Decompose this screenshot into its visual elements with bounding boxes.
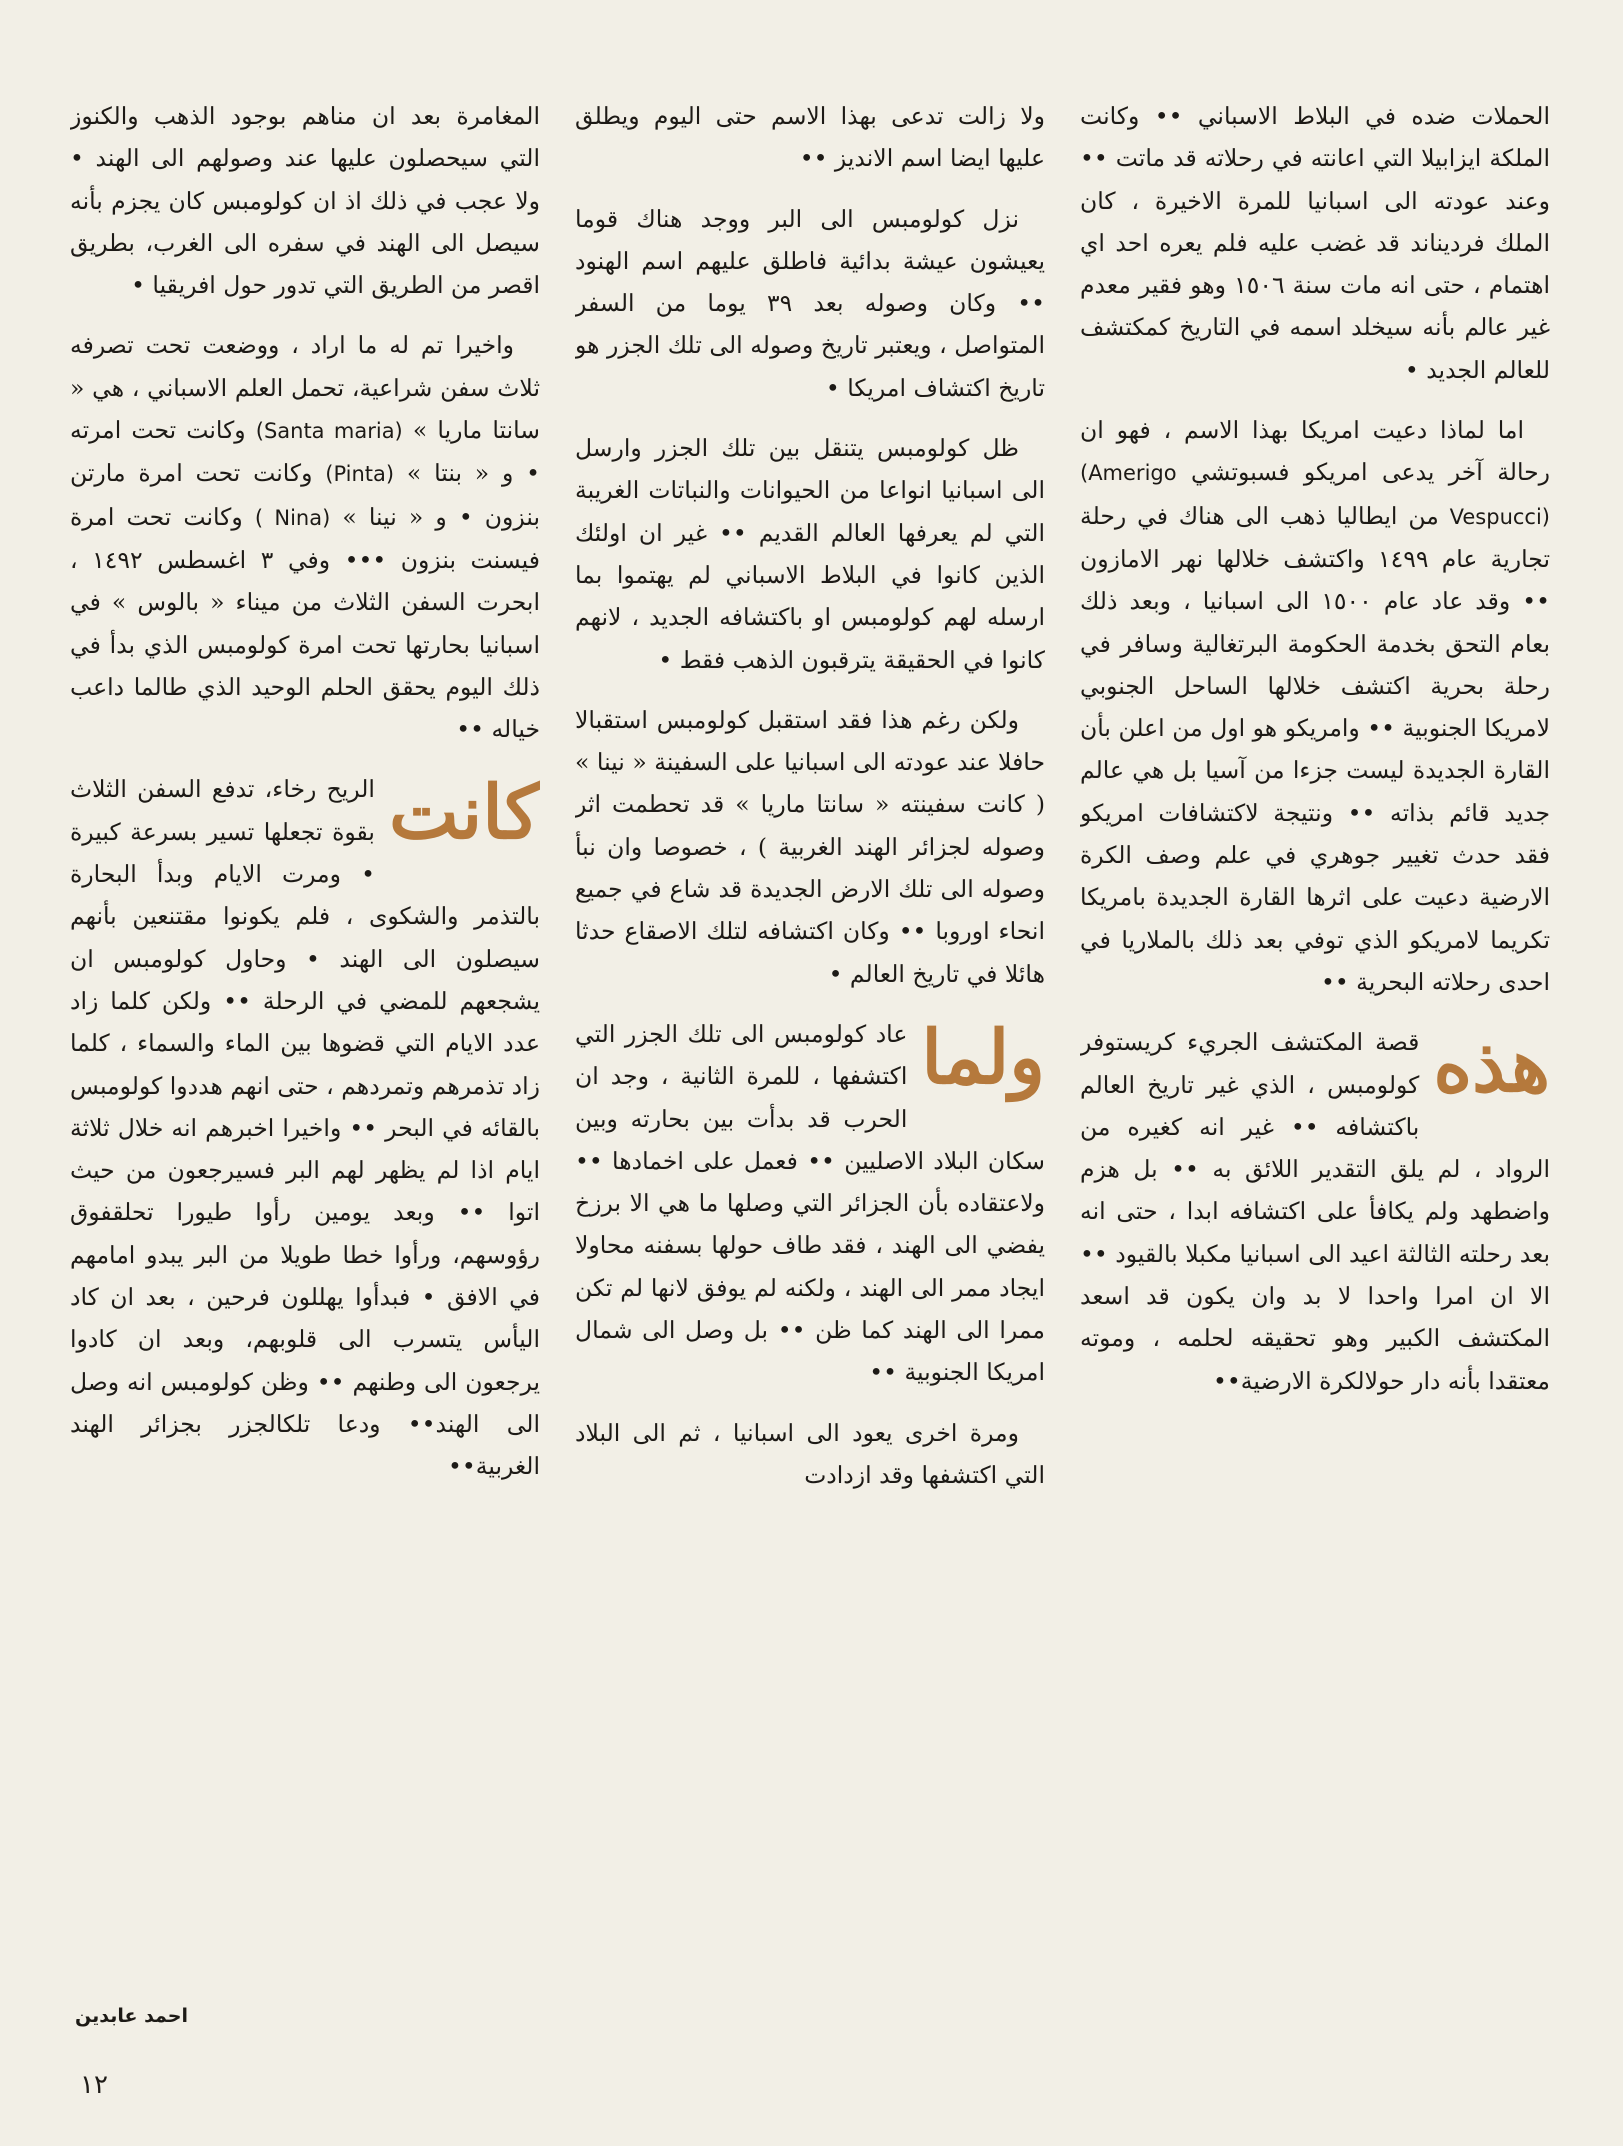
column-middle	[575, 95, 1045, 2025]
paragraph: هذه قصة المكتشف الجريء كريستوفر كولومبس ، الذي غير تاريخ العالم باكتشافه •• غير انه كغيره من الرواد ، لم يلق التقدير اللائق به •• بل هزم واضطهد ولم يكافأ على اكتشافه ابدا ، حتى انه بعد رحلته الثالثة اعيد الى اسبانيا مكبلا بالقيود •• الا ان امرا واحدا لا بد وان يكون قد اسعد المكتشف الكبير وهو تحقيقه لحلمه ، وموته معتقدا بأنه دار حولالكرة الارضية••	[1080, 1023, 1550, 1395]
page-number: ١٢	[80, 2070, 108, 2100]
latin-term: (Santa maria)	[255, 419, 403, 444]
paragraph: واخيرا تم له ما اراد ، ووضعت تحت تصرفه ثلاث سفن شراعية، تحمل العلم الاسباني ، هي « سانتا ماريا » (Santa maria) وكانت تحت امرته • و « بنتا » (Pinta) وكانت تحت امرة مارتن بنزون • و « نينا » ( Nina) وكانت تحت امرة فيسنت بنزون ••• وفي ٣ اغسطس ١٤٩٢ ، ابحرت السفن الثلاث من ميناء « بالوس » في اسبانيا بحارتها تحت امرة كولومبس الذي بدأ في ذلك اليوم يحقق الحلم الوحيد الذي طالما داعب خياله ••	[70, 331, 540, 744]
decorative-initial-word: كانت	[388, 770, 540, 857]
column-right	[70, 95, 540, 2025]
latin-term: (Pinta)	[325, 462, 395, 487]
author-name: احمد عابدين	[75, 2005, 188, 2027]
latin-term: ( Nina)	[254, 505, 331, 530]
paragraph: اما لماذا دعيت امريكا بهذا الاسم ، فهو ان رحالة آخر يدعى امريكو فسبوتشي (Amerigo Vespucci) من ايطاليا ذهب الى هناك في رحلة تجارية عام ١٤٩٩ واكتشف خلالها نهر الامازون •• وقد عاد عام ١٥٠٠ الى اسبانيا ، وبعد ذلك بعام التحق بخدمة الحكومة البرتغالية وسافر في رحلة بحرية اكتشف خلالها الساحل الجنوبي لامريكا الجنوبية •• وامريكو هو اول من اعلن بأن القارة الجديدة ليست جزءا من آسيا بل هي عالم جديد قائم بذاته •• ونتيجة لاكتشافات امريكو فقد حدث تغيير جوهري في علم وصف الكرة الارضية دعيت على اثرها القارة الجديدة بامريكا تكريما لامريكو الذي توفي بعد ذلك بالملاريا في احدى رحلاته البحرية ••	[1080, 416, 1550, 996]
latin-term: (Amerigo Vespucci)	[1080, 461, 1550, 529]
column-left	[1080, 95, 1550, 2025]
paragraph: ومرة اخرى يعود الى اسبانيا ، ثم الى البلاد التي اكتشفها وقد ازدادت	[575, 1418, 1045, 1489]
paragraph: كانت الريح رخاء، تدفع السفن الثلاث بقوة تجعلها تسير بسرعة كبيرة • ومرت الايام وبدأ البحارة بالتذمر والشكوى ، فلم يكونوا مقتنعين بأنهم سيصلون الى الهند • وحاول كولومبس ان يشجعهم للمضي في الرحلة •• ولكن كلما زاد عدد الايام التي قضوها بين الماء والسماء ، كلما زاد تذمرهم وتمردهم ، حتى انهم هددوا كولومبس بالقائه في البحر •• واخيرا اخبرهم انه خلال ثلاثة ايام اذا لم يظهر لهم البر فسيرجعون من حيث اتوا •• وبعد يومين رأوا طيورا تحلقفوق رؤوسهم، ورأوا خطا طويلا من البر يبدو امامهم في الافق • فبدأوا يهللون فرحين ، بعد ان كاد اليأس يتسرب الى قلوبهم، وبعد ان كادوا يرجعون الى وطنهم •• وظن كولومبس انه وصل الى الهند•• ودعا تلكالجزر بجزائر الهند الغربية••	[70, 770, 540, 1481]
paragraph: الحملات ضده في البلاط الاسباني •• وكانت الملكة ايزابيلا التي اعانته في رحلاته قد ماتت •• وعند عودته الى اسبانيا للمرة الاخيرة ، كان الملك فرديناند قد غضب عليه فلم يعره احد اي اهتمام ، حتى انه مات سنة ١٥٠٦ وهو فقير معدم غير عالم بأنه سيخلد اسمه في التاريخ كمكتشف للعالم الجديد •	[1080, 102, 1550, 384]
paragraph: ولما عاد كولومبس الى تلك الجزر التي اكتشفها ، للمرة الثانية ، وجد ان الحرب قد بدأت بين بحارته وبين سكان البلاد الاصليين •• فعمل على اخمادها •• ولاعتقاده بأن الجزائر التي وصلها ما هي الا برزخ يفضي الى الهند ، فقد طاف حولها بسفنه محاولا ايجاد ممر الى الهند ، ولكنه لم يوفق لانها لم تكن ممرا الى الهند كما ظن •• بل وصل الى شمال امريكا الجنوبية ••	[575, 1014, 1045, 1387]
article-body	[70, 95, 1550, 2025]
paragraph: ولا زالت تدعى بهذا الاسم حتى اليوم ويطلق عليها ايضا اسم الانديز ••	[575, 102, 1045, 173]
paragraph: ظل كولومبس يتنقل بين تلك الجزر وارسل الى اسبانيا انواعا من الحيوانات والنباتات الغريبة التي لم يعرفها العالم القديم •• غير ان اولئك الذين كانوا في البلاط الاسباني لم يهتموا بما ارسله لهم كولومبس او باكتشافه الجديد ، لانهم كانوا في الحقيقة يترقبون الذهب فقط •	[575, 434, 1045, 674]
paragraph: المغامرة بعد ان مناهم بوجود الذهب والكنوز التي سيحصلون عليها عند وصولهم الى الهند • ولا عجب في ذلك اذ ان كولومبس كان يجزم بأنه سيصل الى الهند في سفره الى الغرب، بطريق اقصر من الطريق التي تدور حول افريقيا •	[70, 102, 540, 300]
paragraph: ولكن رغم هذا فقد استقبل كولومبس استقبالا حافلا عند عودته الى اسبانيا على السفينة « نينا » ( كانت سفينته « سانتا ماريا » قد تحطمت اثر وصوله لجزائر الهند الغربية ) ، خصوصا وان نبأ وصوله الى تلك الارض الجديدة قد شاع في جميع انحاء اوروبا •• وكان اكتشافه لتلك الاصقاع حدثا هائلا في تاريخ العالم •	[575, 705, 1045, 988]
decorative-initial-word: هذه	[1433, 1023, 1550, 1110]
decorative-initial-word: ولما	[921, 1014, 1045, 1101]
paragraph: نزل كولومبس الى البر ووجد هناك قوما يعيشون عيشة بدائية فاطلق عليهم اسم الهنود •• وكان وصوله بعد ٣٩ يوما من السفر المتواصل ، ويعتبر تاريخ وصوله الى تلك الجزر هو تاريخ اكتشاف امريكا •	[575, 204, 1045, 402]
